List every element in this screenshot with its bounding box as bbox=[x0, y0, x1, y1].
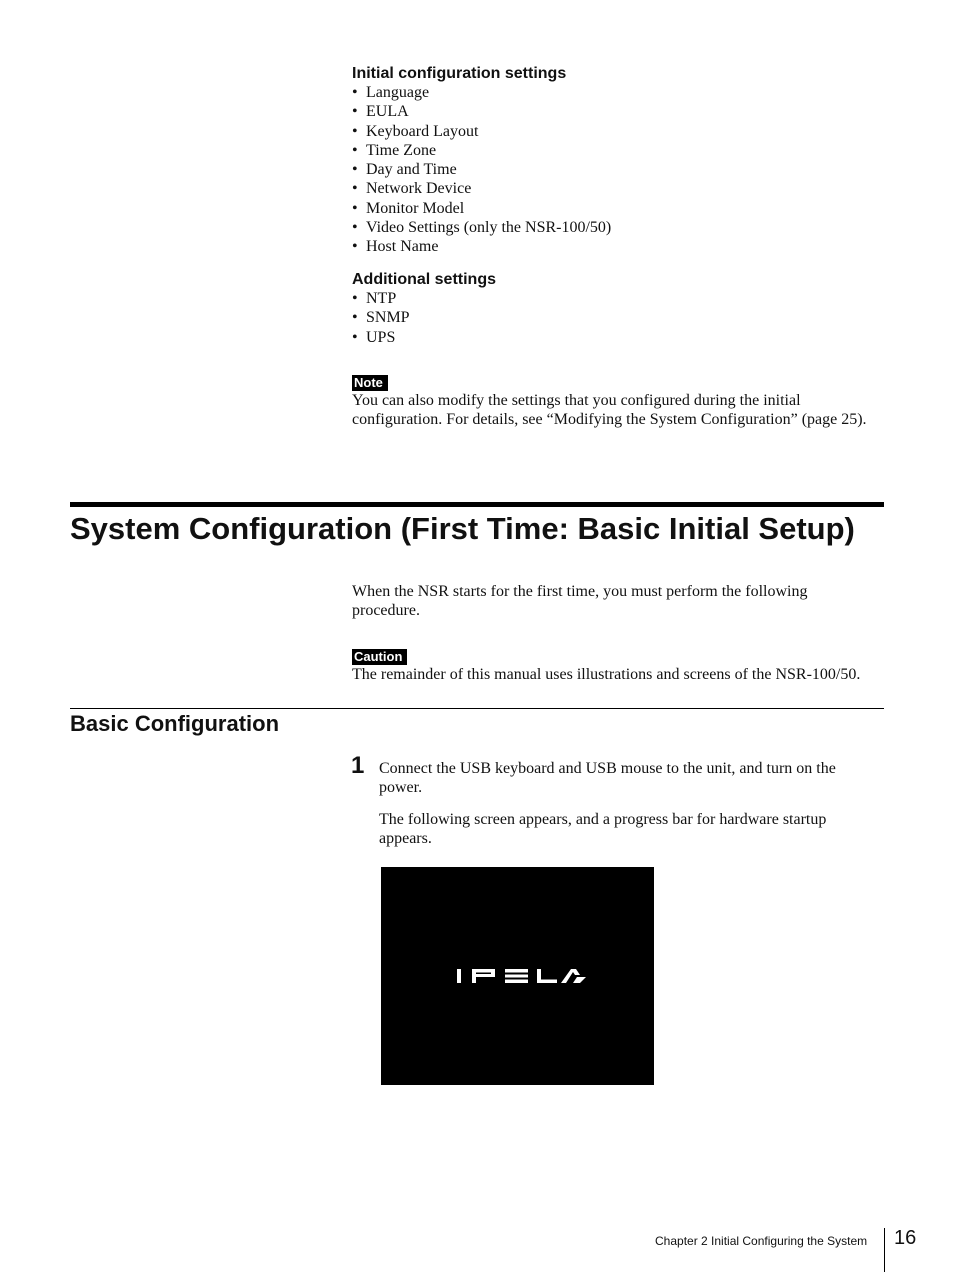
section-title: System Configuration (First Time: Basic Initial Setup) bbox=[70, 511, 855, 546]
step-text: Connect the USB keyboard and USB mouse to the unit, and turn on the power. bbox=[379, 760, 836, 797]
step-number: 1 bbox=[351, 752, 365, 779]
initial-settings-list bbox=[352, 83, 892, 257]
list-item: • Network Device bbox=[352, 179, 892, 198]
initial-settings-heading: Initial configuration settings bbox=[352, 65, 567, 82]
list-item: • Video Settings (only the NSR-100/50) bbox=[352, 218, 892, 237]
list-item: • Language bbox=[352, 83, 892, 102]
list-item: • UPS bbox=[352, 328, 892, 347]
additional-settings-heading: Additional settings bbox=[352, 271, 496, 288]
subsection-rule bbox=[70, 708, 884, 709]
subsection-title: Basic Configuration bbox=[70, 711, 280, 736]
caution-block bbox=[352, 648, 407, 666]
list-item: • EULA bbox=[352, 102, 892, 121]
startup-screen-image bbox=[381, 867, 654, 1085]
footer-chapter: Chapter 2 Initial Configuring the System bbox=[655, 1234, 868, 1248]
note-text: You can also modify the settings that you configured during the initial configuration. For details, see “Modifying the System Configuration” (page 25). bbox=[352, 392, 867, 429]
list-item: • Day and Time bbox=[352, 160, 892, 179]
ipela-logo bbox=[381, 867, 654, 1085]
footer-divider bbox=[884, 1228, 885, 1272]
caution-text: The remainder of this manual uses illustrations and screens of the NSR-100/50. bbox=[352, 666, 861, 683]
list-item: • Time Zone bbox=[352, 141, 892, 160]
list-item: • SNMP bbox=[352, 308, 892, 327]
section-rule bbox=[70, 502, 884, 507]
note-block bbox=[352, 374, 388, 392]
list-item: • Keyboard Layout bbox=[352, 122, 892, 141]
list-item: • Host Name bbox=[352, 237, 892, 256]
caution-label: Caution bbox=[352, 649, 407, 665]
page-number: 16 bbox=[894, 1227, 917, 1249]
section-intro: When the NSR starts for the first time, you must perform the following procedure. bbox=[352, 583, 808, 620]
step-followup: The following screen appears, and a progress bar for hardware startup appears. bbox=[379, 811, 827, 848]
list-item: • NTP bbox=[352, 289, 892, 308]
list-item: • Monitor Model bbox=[352, 199, 892, 218]
additional-settings-list bbox=[352, 289, 892, 347]
note-label: Note bbox=[352, 375, 388, 391]
